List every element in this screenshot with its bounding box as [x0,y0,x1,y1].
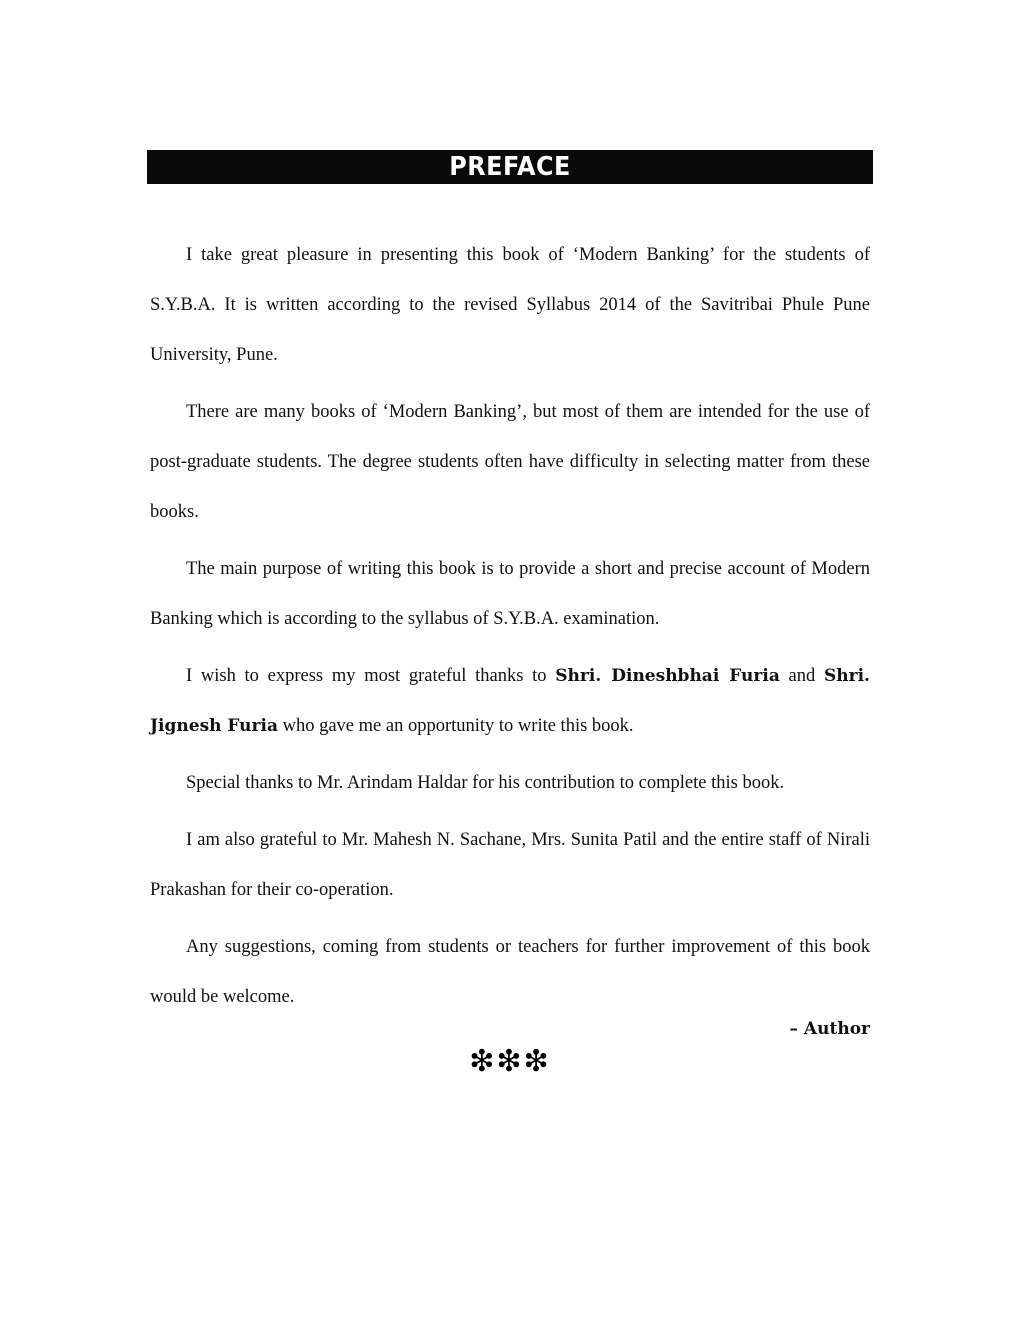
preface-body [150,230,870,1029]
paragraph-7: Any suggestions, coming from students or teachers for further improvement of this book would be welcome. [150,937,870,1007]
paragraph-5: Special thanks to Mr. Arindam Haldar for his contribution to complete this book. [186,773,785,793]
paragraph-4-text-a: I wish to express my most grateful thanks to [186,666,556,686]
paragraph-4-text-c: who gave me an opportunity to write this book. [277,716,634,736]
paragraph-4-text-b: and [779,666,824,686]
preface-title-bar [147,150,873,184]
paragraph-2: There are many books of ‘Modern Banking’, but most of them are intended for the use of post-graduate students. The degree students often have difficulty in selecting matter from these books. [150,402,870,522]
paragraph-6: I am also grateful to Mr. Mahesh N. Sachane, Mrs. Sunita Patil and the entire staff of Nirali Prakashan for their co-operation. [150,830,870,900]
paragraph-3: The main purpose of writing this book is to provide a short and precise account of Modern Banking which is according to the syllabus of S.Y.B.A. examination. [150,559,870,629]
page-title: PREFACE [449,152,571,182]
paragraph-1: I take great pleasure in presenting this book of ‘Modern Banking’ for the students of S.Y.B.A. It is written according to the revised Syllabus 2014 of the Savitribai Phule Pune University, Pune. [150,245,870,365]
paragraph-4 [150,651,870,751]
thanks-name-2: Shri. Jignesh Furia [150,666,870,736]
author-signature: – Author [789,1019,870,1039]
thanks-name-1: Shri. Dineshbhai Furia [555,666,780,686]
end-ornament: ❇❇❇ [469,1044,551,1079]
